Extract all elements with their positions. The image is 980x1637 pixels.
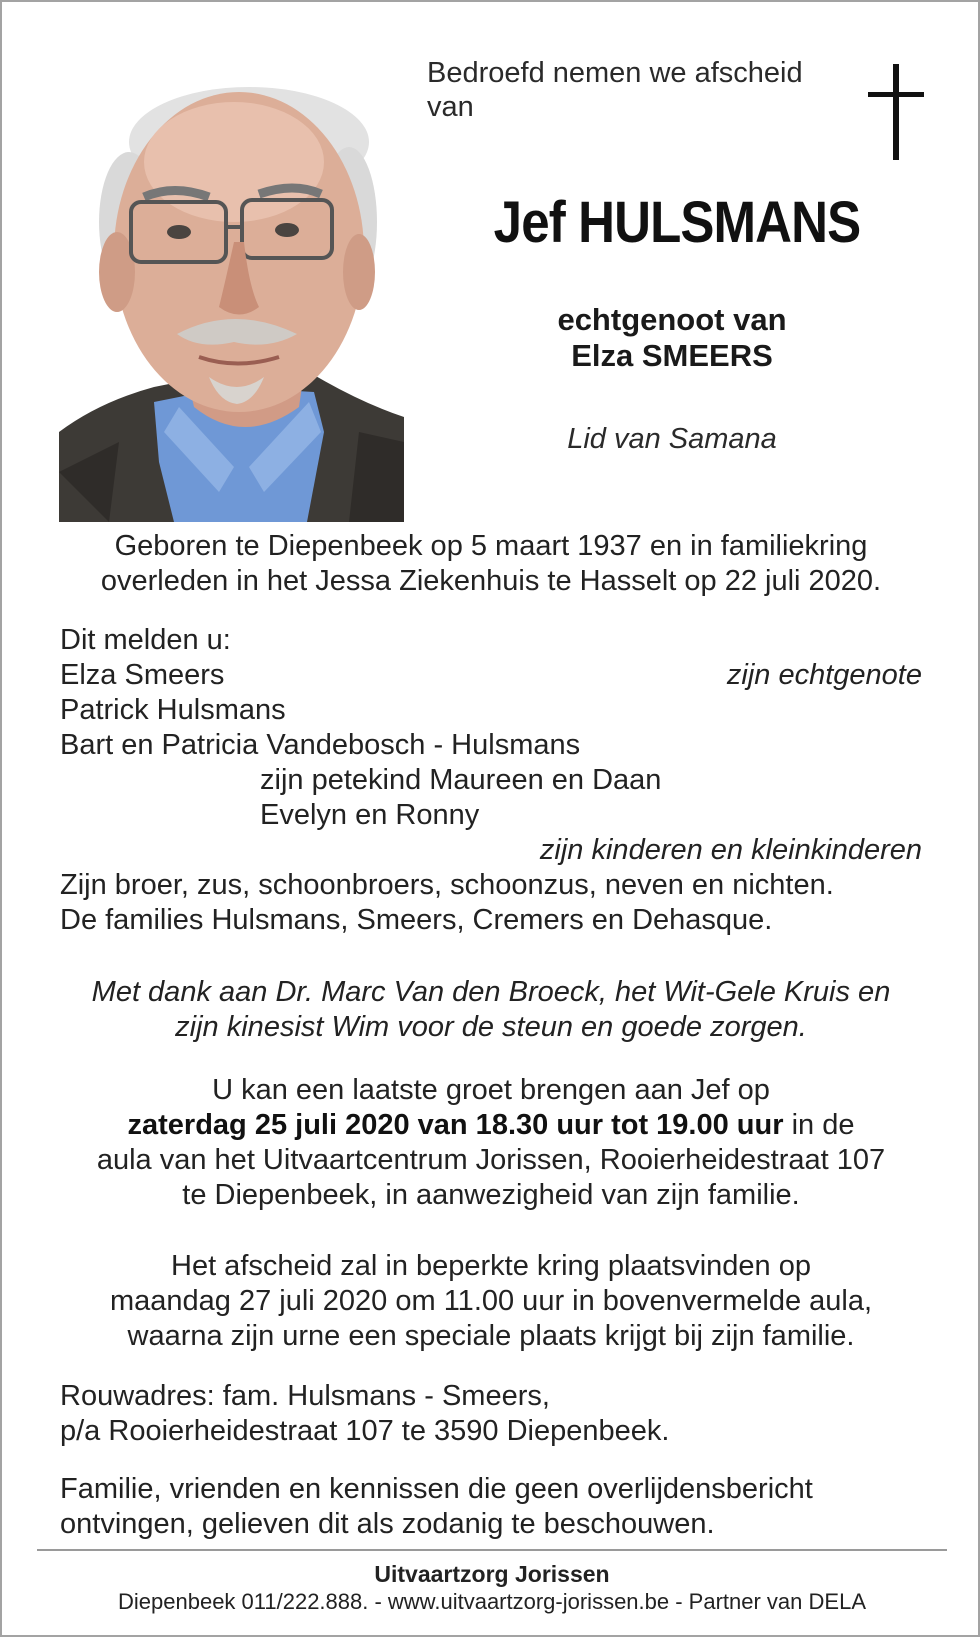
intro-text: Bedroefd nemen we afscheid van — [427, 57, 803, 123]
notice-line: Familie, vrienden en kennissen die geen overlijdensbericht — [60, 1473, 813, 1505]
visit-after: in de — [783, 1109, 855, 1141]
farewell-line: waarna zijn urne een speciale plaats krijgt bij zijn familie. — [127, 1320, 855, 1352]
funeral-company: Uitvaartzorg Jorissen — [374, 1561, 610, 1587]
visit-line: te Diepenbeek, in aanwezigheid van zijn familie. — [182, 1179, 800, 1211]
address-line: Rouwadres: fam. Hulsmans - Smeers, — [60, 1380, 550, 1412]
child-name: Bart en Patricia Vandebosch - Hulsmans — [60, 729, 581, 761]
address-line: p/a Rooierheidestraat 107 te 3590 Diepenbeek. — [60, 1415, 670, 1447]
grandchild-line: Evelyn en Ronny — [260, 799, 480, 831]
notice-block — [60, 1472, 922, 1542]
farewell-line: Het afscheid zal in beperkte kring plaatsvinden op — [171, 1250, 811, 1282]
visit-block — [60, 1073, 922, 1213]
membership-text: Lid van Samana — [567, 423, 777, 455]
visit-line-date — [60, 1108, 922, 1143]
farewell-block — [60, 1249, 922, 1354]
birth-death-line: overleden in het Jessa Ziekenhuis te Hasselt op 22 juli 2020. — [100, 565, 882, 597]
spouse-line-2: Elza SMEERS — [571, 338, 773, 373]
address-block — [60, 1379, 922, 1449]
thanks-line: Met dank aan Dr. Marc Van den Broeck, het Wit-Gele Kruis en — [91, 976, 891, 1008]
visit-line: aula van het Uitvaartcentrum Jorissen, Rooierheidestraat 107 — [96, 1144, 886, 1176]
thanks-line: zijn kinesist Wim voor de steun en goede zorgen. — [175, 1011, 807, 1043]
announce-block — [60, 623, 922, 938]
farewell-line: maandag 27 juli 2020 om 11.00 uur in bovenvermelde aula, — [109, 1285, 873, 1317]
grandchild-line: zijn petekind Maureen en Daan — [260, 764, 662, 796]
portrait-photo — [59, 72, 404, 522]
spouse-block — [472, 302, 872, 374]
birth-death-line: Geboren te Diepenbeek op 5 maart 1937 en in familiekring — [114, 530, 868, 562]
visit-date: zaterdag 25 juli 2020 van 18.30 uur tot 19.00 uur — [127, 1109, 784, 1141]
children-role-row — [60, 833, 922, 868]
notice-line: ontvingen, gelieven dit als zodanig te beschouwen. — [60, 1508, 715, 1540]
footer-divider — [37, 1549, 947, 1551]
thanks-block — [60, 975, 922, 1045]
deceased-name: Jef HULSMANS — [493, 190, 861, 255]
child-name: Patrick Hulsmans — [60, 694, 286, 726]
spouse-line-1: echtgenoot van — [557, 302, 787, 337]
announce-heading: Dit melden u: — [60, 624, 231, 656]
spouse-row — [60, 658, 922, 693]
children-role: zijn kinderen en kleinkinderen — [539, 834, 922, 866]
family-line: De families Hulsmans, Smeers, Cremers en Dehasque. — [60, 904, 773, 936]
footer — [37, 1560, 947, 1616]
spouse-name: Elza Smeers — [60, 659, 225, 691]
cross-icon — [868, 64, 924, 160]
funeral-contact: Diepenbeek 011/222.888. - www.uitvaartzorg-jorissen.be - Partner van DELA — [118, 1589, 866, 1614]
birth-death-block — [60, 529, 922, 599]
family-line: Zijn broer, zus, schoonbroers, schoonzus, neven en nichten. — [60, 869, 834, 901]
spouse-role: zijn echtgenote — [726, 659, 922, 691]
visit-line: U kan een laatste groet brengen aan Jef op — [212, 1074, 770, 1106]
